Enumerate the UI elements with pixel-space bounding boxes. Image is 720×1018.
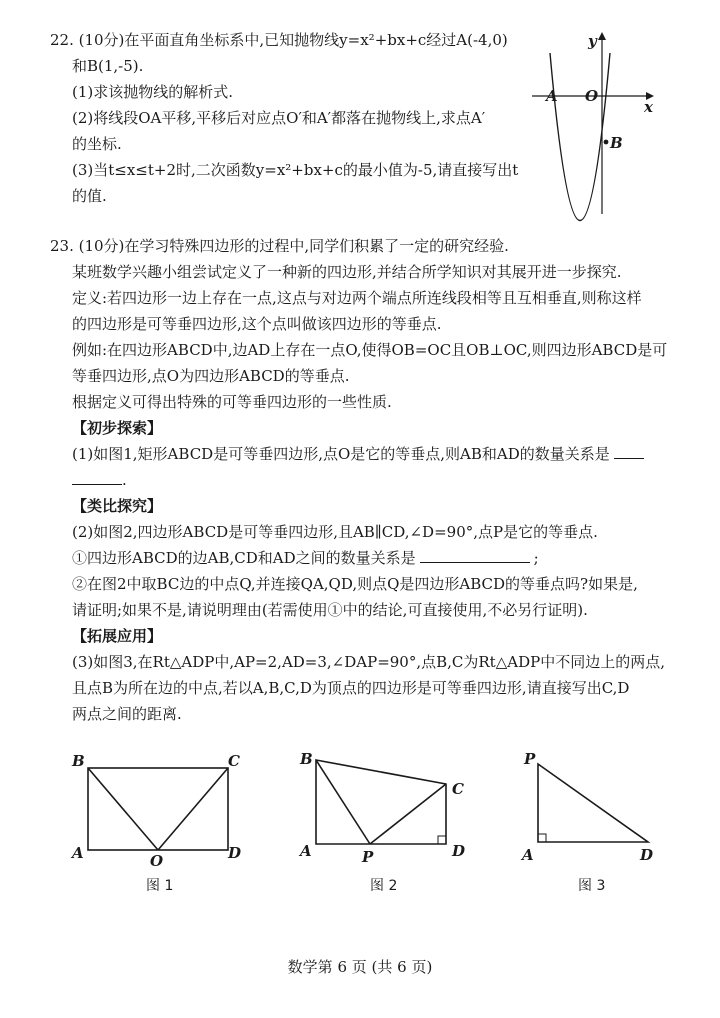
fig1-label-c: C — [228, 752, 240, 770]
segment-pb — [316, 760, 370, 844]
fig2-label-c: C — [452, 780, 464, 798]
y-axis-arrow — [598, 32, 606, 40]
segment-oc — [158, 768, 228, 850]
fig1-label-o: O — [150, 852, 164, 870]
answer-blank-2 — [420, 548, 530, 563]
q23-part1-text: (1)如图1,矩形ABCD是可等垂四边形,点O是它的等垂点,则AB和AD的数量关系是 — [72, 445, 610, 463]
answer-blank-1b — [72, 470, 122, 485]
q23-part1-cont — [72, 470, 127, 490]
fig3-label-a: A — [522, 846, 534, 864]
q23-line-1: 23. (10分)在学习特殊四边形的过程中,同学们积累了一定的研究经验. — [50, 237, 509, 255]
section-initial-exploration: 【初步探索】 — [72, 419, 163, 437]
fig2-label-a: A — [300, 842, 312, 860]
q23-line-part2-2b: 请证明;如果不是,请说明理由(若需使用①中的结论,可直接使用,不必另行证明). — [72, 601, 588, 619]
y-axis-label: y — [588, 32, 597, 50]
triangle-adp — [538, 764, 648, 842]
q23-line-5: 例如:在四边形ABCD中,边AD上存在一点O,使得OB=OC且OB⊥OC,则四边形ABCD是可 — [72, 341, 668, 359]
q23-part2-1-text: ①四边形ABCD的边AB,CD和AD之间的数量关系是 — [72, 549, 416, 567]
figure-3 — [518, 746, 668, 900]
q22-line-5: 的坐标. — [72, 135, 122, 153]
q23-line-6: 等垂四边形,点O为四边形ABCD的等垂点. — [72, 367, 350, 385]
fig2-label-b: B — [300, 750, 313, 768]
page-footer: 数学第 6 页 (共 6 页) — [287, 958, 433, 976]
q23-line-part3: (3)如图3,在Rt△ADP中,AP=2,AD=3,∠DAP=90°,点B,C为Rt△ADP中不同边上的两点, — [72, 653, 665, 671]
fig1-caption: 图 1 — [146, 878, 174, 894]
segment-ob — [88, 768, 158, 850]
fig3-caption: 图 3 — [578, 878, 606, 894]
q23-line-7: 根据定义可得出特殊的可等垂四边形的一些性质. — [72, 393, 392, 411]
right-angle-mark-a — [538, 834, 546, 842]
fig1-label-d: D — [228, 844, 242, 862]
q23-line-part3-b: 且点B为所在边的中点,若以A,B,C,D为顶点的四边形是可等垂四边形,请直接写出C,D — [72, 679, 630, 697]
q23-line-part2-2: ②在图2中取BC边的中点Q,并连接QA,QD,则点Q是四边形ABCD的等垂点吗?如果是, — [72, 575, 638, 593]
fig2-label-d: D — [452, 842, 466, 860]
q23-part2-1-semicolon: ; — [533, 549, 539, 567]
fig2-label-p: P — [362, 848, 374, 866]
fig3-label-p: P — [524, 750, 536, 768]
q23-line-2: 某班数学兴趣小组尝试定义了一种新的四边形,并结合所学知识对其展开进一步探究. — [72, 263, 622, 281]
parabola-graph — [530, 28, 670, 218]
segment-pc — [370, 784, 446, 844]
trapezoid-abcd — [316, 760, 446, 844]
q23-line-part3-c: 两点之间的距离. — [72, 705, 182, 723]
q23-part2-1-line — [72, 548, 539, 568]
right-angle-mark-d — [438, 836, 446, 844]
fig1-label-a: A — [72, 844, 84, 862]
rectangle-abcd — [88, 768, 228, 850]
q23-line-3: 定义:若四边形一边上存在一点,这点与对边两个端点所连线段相等且互相垂直,则称这样 — [72, 289, 642, 307]
fig1-label-b: B — [72, 752, 85, 770]
answer-blank-1a — [614, 444, 644, 459]
q22-line-2: 和B(1,-5). — [72, 57, 144, 75]
point-a-label: A — [546, 87, 558, 105]
q22-line-7: 的值. — [72, 187, 107, 205]
fig3-label-d: D — [640, 846, 654, 864]
q23-line-part2: (2)如图2,四边形ABCD是可等垂四边形,且AB∥CD,∠D=90°,点P是它的等垂点. — [72, 523, 598, 541]
section-extended-application: 【拓展应用】 — [72, 627, 163, 645]
fig2-caption: 图 2 — [370, 878, 398, 894]
origin-label: O — [585, 87, 599, 105]
q22-line-6: (3)当t≤x≤t+2时,二次函数y=x²+bx+c的最小值为-5,请直接写出t — [72, 161, 519, 179]
parabola-curve — [550, 53, 610, 221]
section-analogy-exploration: 【类比探究】 — [72, 497, 163, 515]
figure-2 — [296, 746, 476, 900]
point-b-label: B — [610, 134, 623, 152]
figure-1 — [70, 750, 250, 900]
q22-line-3: (1)求该抛物线的解析式. — [72, 83, 234, 101]
q22-line-1: 22. (10分)在平面直角坐标系中,已知抛物线y=x²+bx+c经过A(-4,0) — [50, 31, 508, 49]
q22-line-4: (2)将线段OA平移,平移后对应点O′和A′都落在抛物线上,求点A′ — [72, 109, 486, 127]
point-b — [604, 140, 609, 145]
q23-part1-line — [72, 444, 644, 464]
x-axis-label: x — [644, 98, 653, 116]
q23-line-4: 的四边形是可等垂四边形,这个点叫做该四边形的等垂点. — [72, 315, 442, 333]
q23-part1-period: . — [122, 471, 127, 489]
